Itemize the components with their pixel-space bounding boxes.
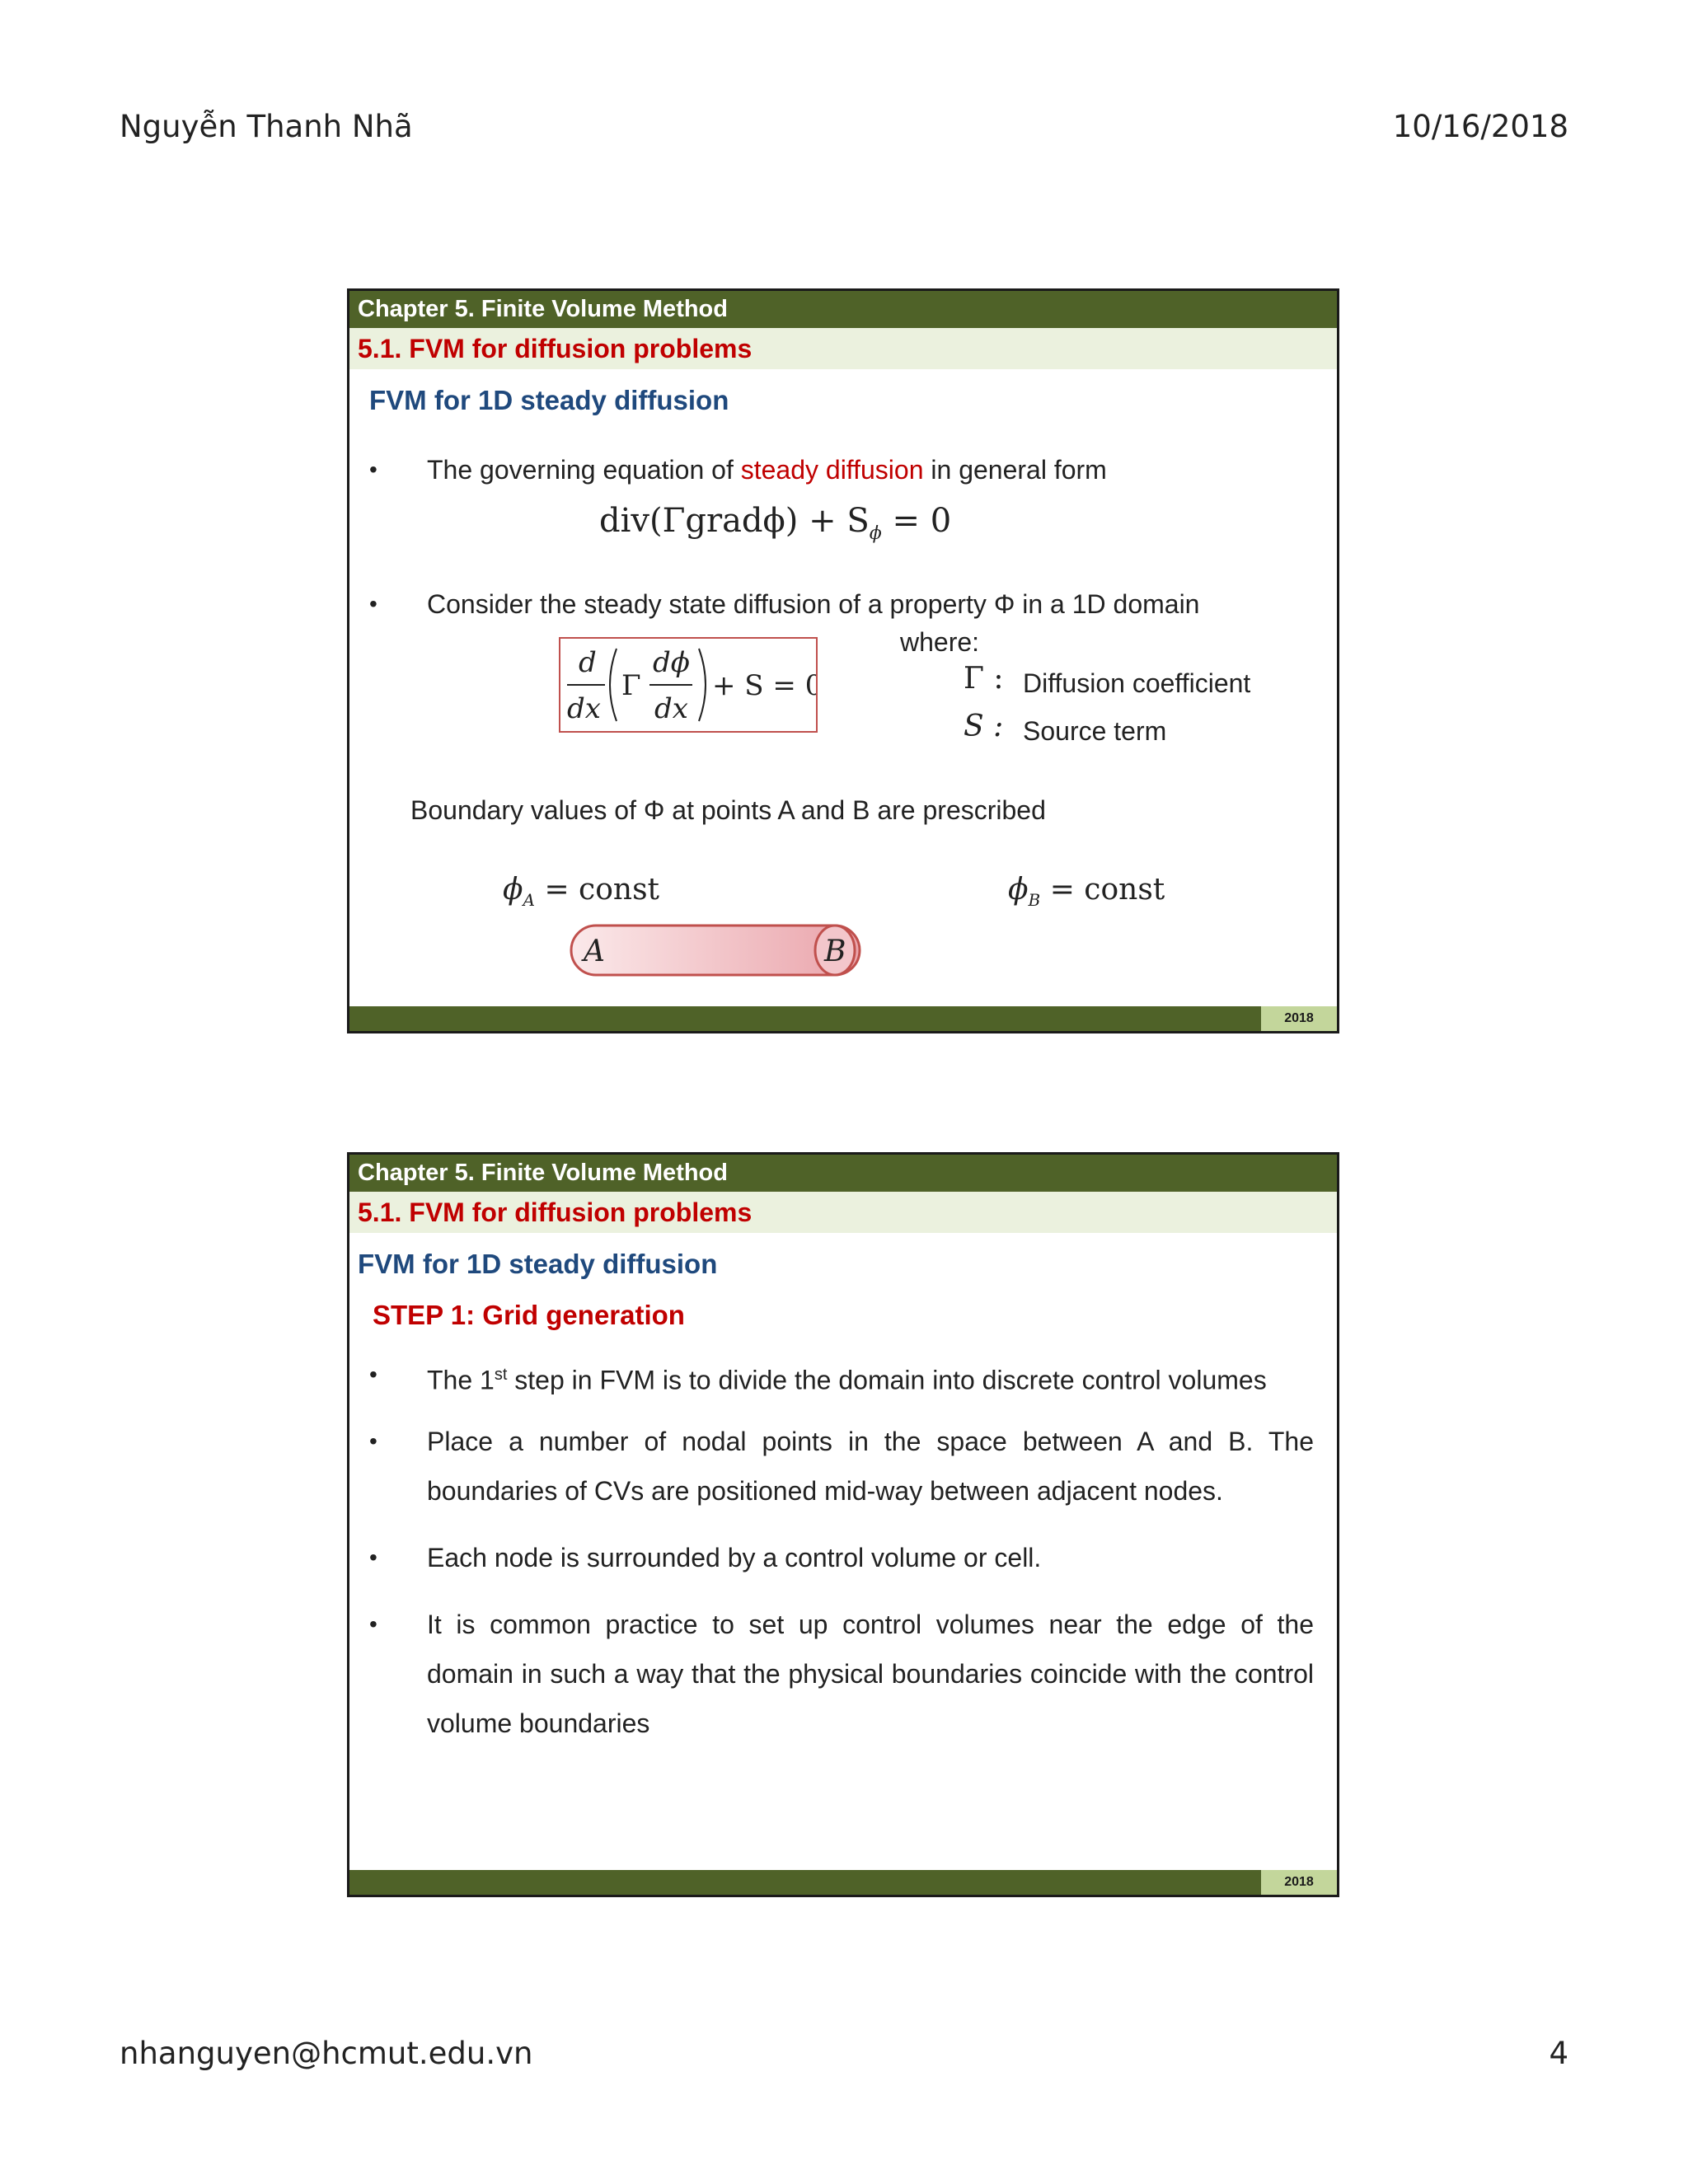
highlight-steady-diffusion: steady diffusion bbox=[740, 455, 924, 485]
bullet-text: Place a number of nodal points in the space between A and B. The boundaries of CVs are positioned mid-way between adjacent nodes. bbox=[427, 1427, 1314, 1506]
slide-year: 2018 bbox=[1261, 1006, 1337, 1031]
point-a-label: A bbox=[584, 935, 605, 968]
bullet-dot: • bbox=[369, 1611, 377, 1637]
slide-footer-bar bbox=[349, 1870, 1337, 1895]
eq-dphi: dϕ bbox=[653, 646, 690, 679]
chapter-title: Chapter 5. Finite Volume Method bbox=[349, 1155, 1337, 1192]
general-equation: div(Γgradϕ) + $S_\phi = 0$ bbox=[599, 502, 952, 544]
page-date: 10/16/2018 bbox=[1392, 109, 1568, 144]
bullet-text: It is common practice to set up control volumes near the edge of the domain in such a way that the physical boundaries coincide with the control volume boundaries bbox=[427, 1610, 1314, 1738]
step-title: STEP 1: Grid generation bbox=[373, 1300, 685, 1330]
subtitle: FVM for 1D steady diffusion bbox=[358, 1249, 718, 1279]
slide-1 bbox=[347, 288, 1339, 1033]
slide-year: 2018 bbox=[1261, 1870, 1337, 1895]
phi-a-condition: $\phi_A$ = const bbox=[503, 873, 660, 911]
point-b-label: B bbox=[824, 935, 846, 968]
chapter-title: Chapter 5. Finite Volume Method bbox=[349, 291, 1337, 328]
eq-dx-bottom: dx bbox=[567, 692, 601, 725]
section-title: 5.1. FVM for diffusion problems bbox=[349, 1192, 1337, 1233]
where-label: where: bbox=[900, 627, 980, 657]
slide-footer-bar bbox=[349, 1006, 1337, 1031]
author-name: Nguyễn Thanh Nhã bbox=[120, 109, 413, 144]
bullet-dot: • bbox=[369, 1428, 377, 1454]
bullet-dot: • bbox=[369, 591, 377, 616]
equation-1d bbox=[560, 639, 816, 731]
bullet-dot: • bbox=[369, 1361, 377, 1387]
bullet-text: Each node is surrounded by a control volume or cell. bbox=[427, 1543, 1042, 1572]
slide-2 bbox=[347, 1152, 1339, 1897]
boundary-text: Boundary values of Φ at points A and B are prescribed bbox=[410, 795, 1046, 825]
s-symbol: S : bbox=[964, 710, 1004, 743]
footer-email: nhanguyen@hcmut.edu.vn bbox=[120, 2036, 533, 2071]
equation-1d-box bbox=[559, 637, 818, 733]
gamma-description: Diffusion coefficient bbox=[1023, 668, 1251, 698]
eq-d-top: d bbox=[579, 646, 597, 679]
bullet-text: Consider the steady state diffusion of a property Φ in a 1D domain bbox=[427, 589, 1200, 619]
phi-b-condition: $\phi_B$ = const bbox=[1008, 873, 1165, 911]
eq-dx-inner: dx bbox=[654, 692, 688, 725]
bullet-text: The 1st step in FVM is to divide the domain into discrete control volumes bbox=[427, 1365, 1267, 1395]
s-description: Source term bbox=[1023, 716, 1167, 746]
gamma-symbol: Γ : bbox=[964, 662, 1004, 696]
bullet-dot: • bbox=[369, 1544, 377, 1570]
section-title: 5.1. FVM for diffusion problems bbox=[349, 328, 1337, 369]
subtitle: FVM for 1D steady diffusion bbox=[369, 385, 729, 415]
domain-rod-diagram bbox=[569, 923, 865, 979]
eq-rhs: + S = 0 bbox=[712, 669, 816, 702]
bullet-dot: • bbox=[369, 457, 377, 482]
bullet-text: The governing equation of steady diffusion in general form bbox=[427, 455, 1107, 485]
page-number: 4 bbox=[1549, 2036, 1568, 2071]
eq-gamma: Γ bbox=[621, 669, 641, 702]
